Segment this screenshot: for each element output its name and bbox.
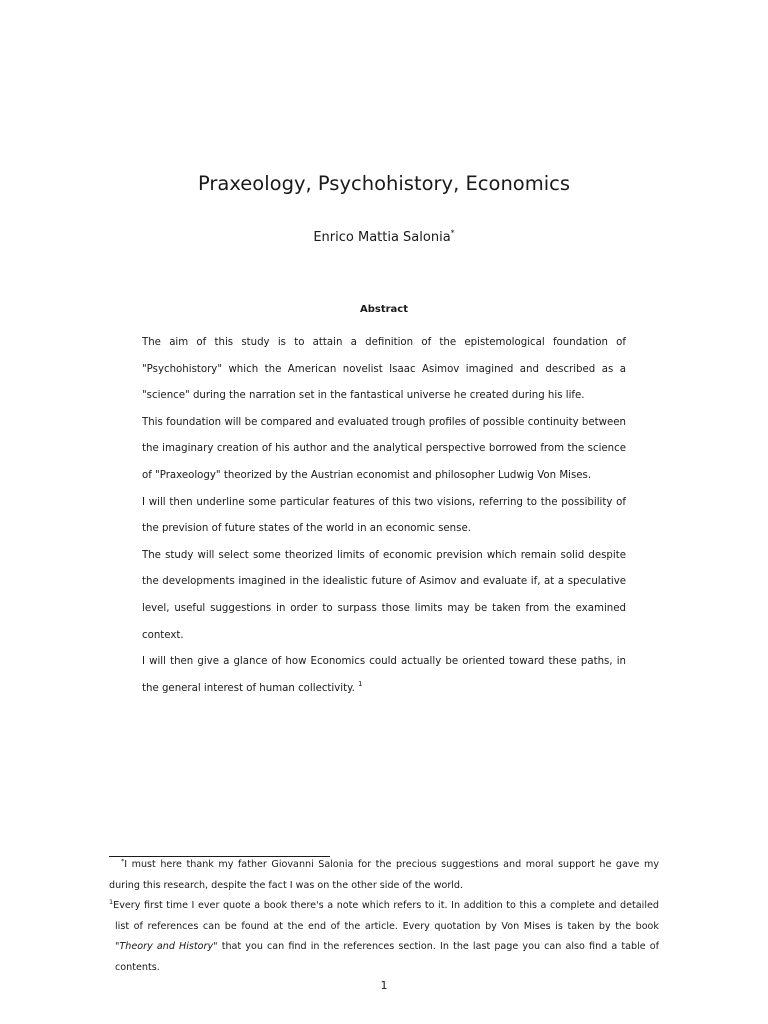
abstract-paragraph: I will then underline some particular features of this two visions, referring to the possibility of the prevision of future states of the world in an economic sense. — [142, 496, 626, 535]
footnote-mark: 1 — [109, 897, 114, 906]
page-number: 1 — [380, 979, 388, 992]
footnote-text-end: that you can find in the references section. In the last page you can also find a table of contents. — [115, 941, 659, 973]
abstract-paragraph-text: I will then give a glance of how Economics could actually be oriented toward these paths, in the general interest of human collectivity. — [142, 656, 626, 694]
abstract-body — [142, 330, 626, 702]
footnotes — [109, 855, 659, 978]
footnote-references — [109, 896, 659, 978]
footnote-text: Every first time I ever quote a book there's a note which refers to it. In addition to this a complete and detailed list of references can be found at the end of the article. Every quotation by Von Mises is taken by the book — [113, 900, 659, 932]
abstract-paragraph: The aim of this study is to attain a definition of the epistemological foundation of "Psychohistory" which the American novelist Isaac Asimov imagined and described as a "science" during the narration set in the fantastical universe he created during his life. — [142, 337, 626, 402]
abstract-heading: Abstract — [359, 304, 409, 315]
footnote-text: I must here thank my father Giovanni Salonia for the precious suggestions and moral support he gave my during this research, despite the fact I was on the other side of the world. — [109, 859, 659, 891]
abstract-paragraph: The study will select some theorized limits of economic prevision which remain solid despite the developments imagined in the idealistic future of Asimov and evaluate if, at a speculative level, useful suggestions in order to surpass those limits may be taken from the examined context. — [142, 549, 626, 641]
author-line — [0, 230, 768, 245]
abstract-footnote-mark: 1 — [357, 680, 363, 689]
abstract-paragraph: This foundation will be compared and evaluated trough profiles of possible continuity between the imaginary creation of his author and the analytical perspective borrowed from the science of "Praxeology" theorized by the Austrian economist and philosopher Ludwig Von Mises. — [142, 416, 626, 481]
paper-title: Praxeology, Psychohistory, Economics — [197, 172, 571, 195]
footnote-author-thanks — [109, 855, 659, 896]
abstract-paragraph-last — [142, 649, 626, 702]
footnote-book-title: "Theory and History" — [115, 941, 218, 952]
footnote-mark: * — [121, 856, 125, 865]
author-note-mark: * — [450, 228, 455, 238]
author-name: Enrico Mattia Salonia — [313, 230, 451, 245]
